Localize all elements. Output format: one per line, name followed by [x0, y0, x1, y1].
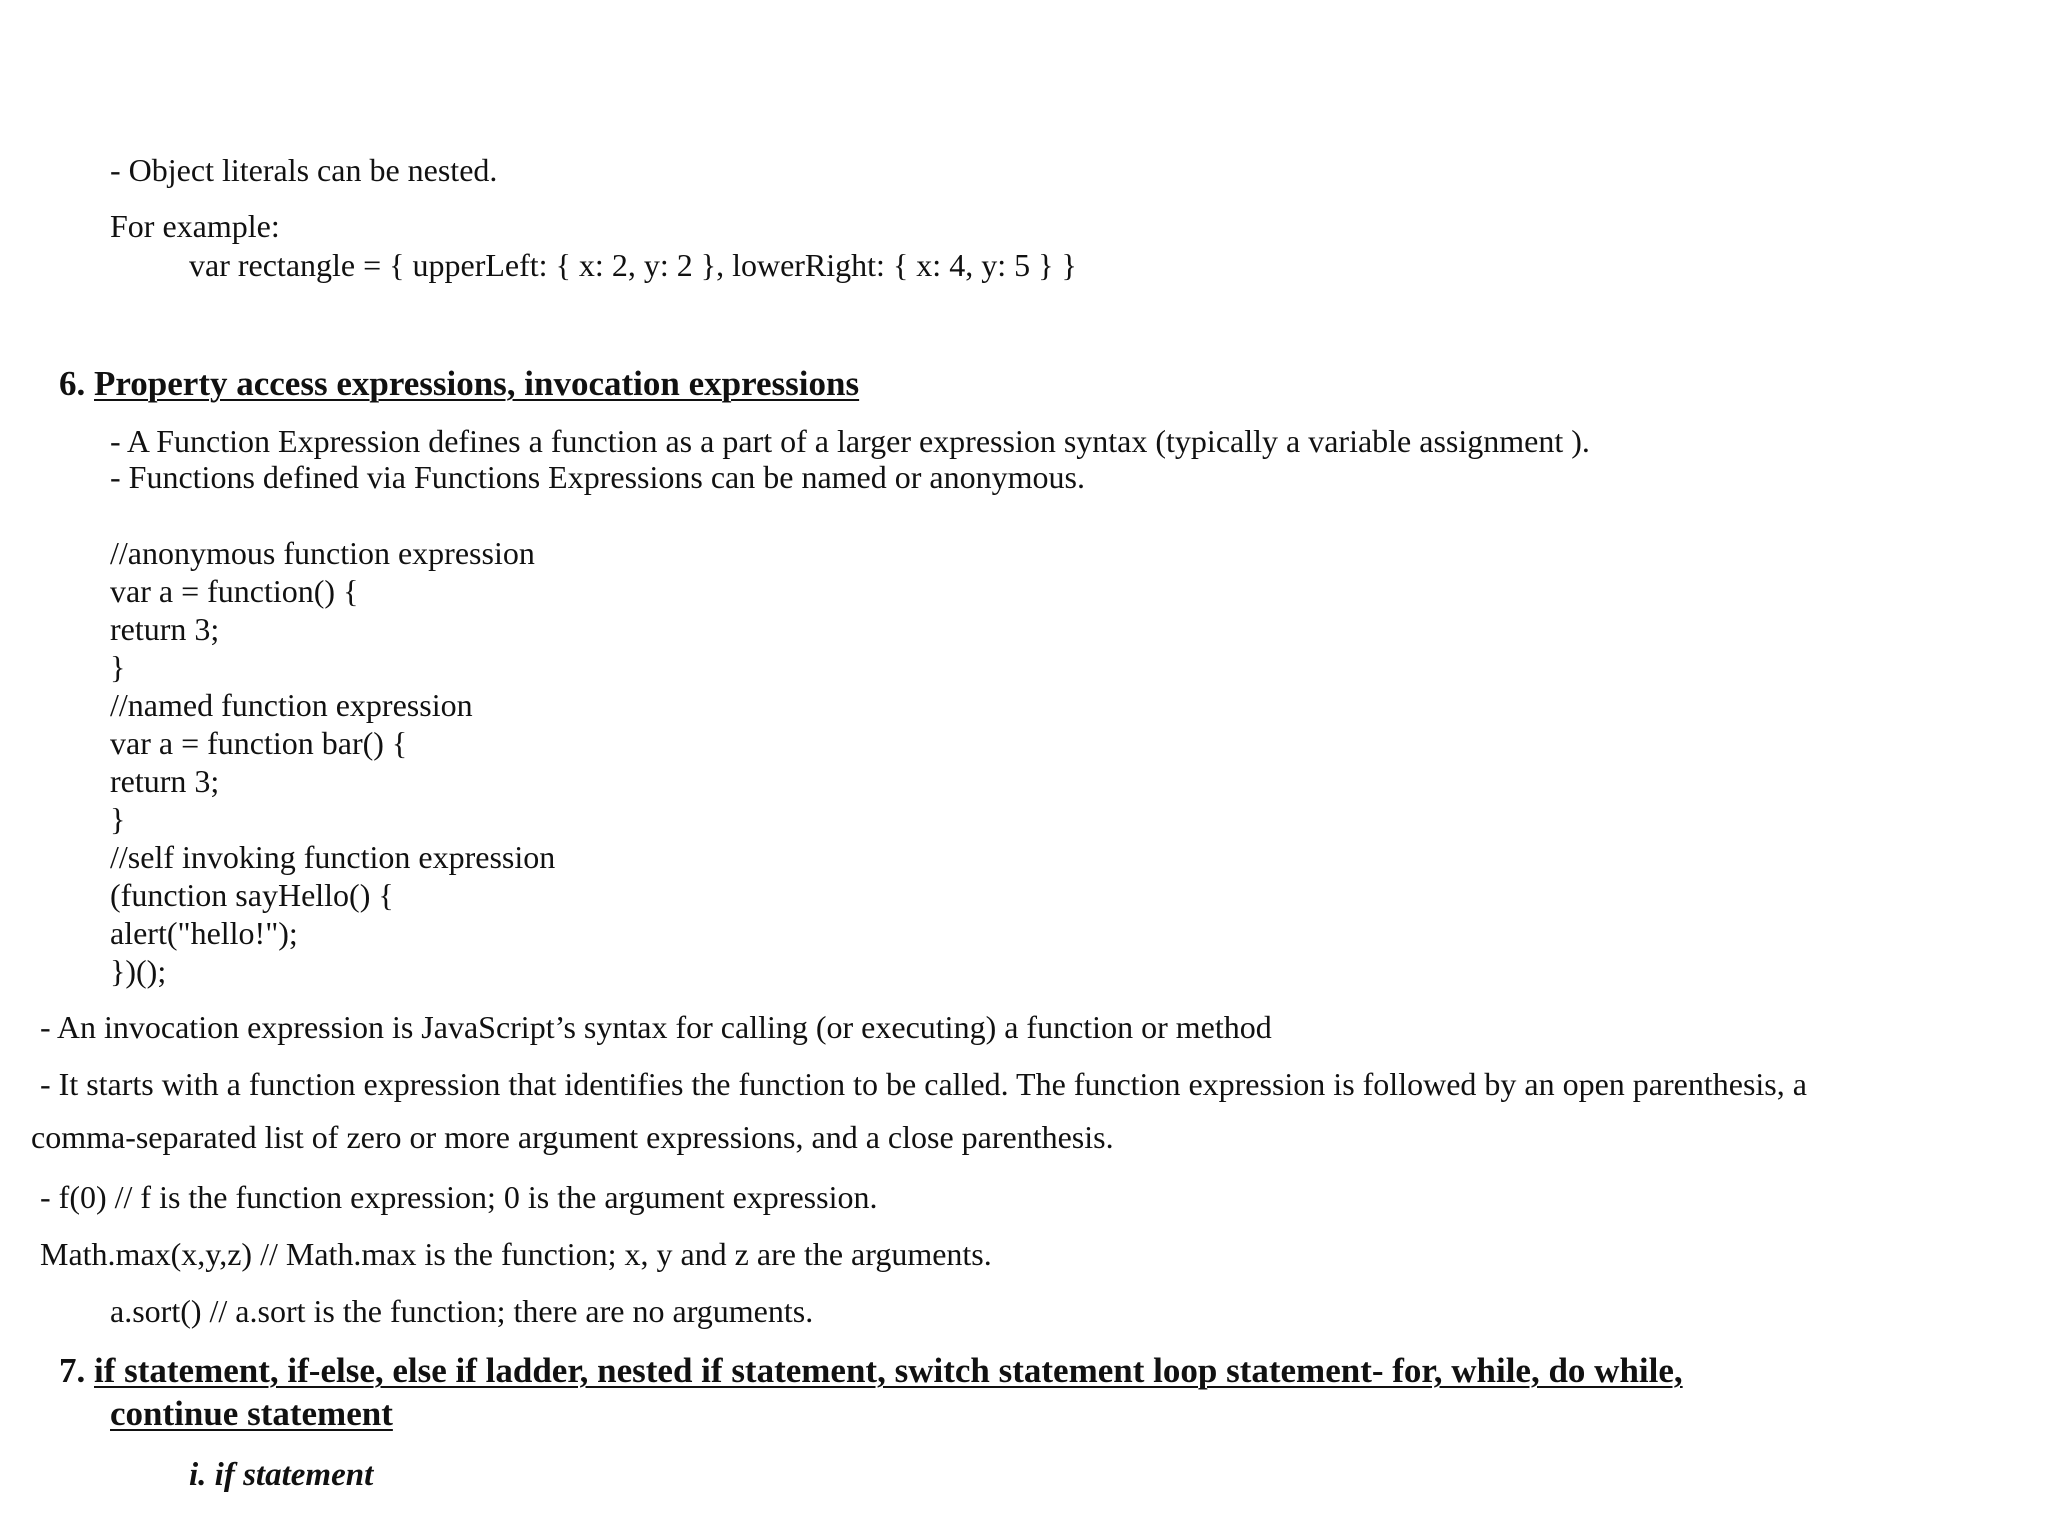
code-line: }	[110, 801, 126, 837]
subsection-if-statement: i. if statement	[189, 1457, 374, 1493]
example-sort: a.sort() // a.sort is the function; there are no arguments.	[110, 1293, 814, 1329]
code-line: var a = function() {	[110, 573, 359, 609]
intro-line-2: - Functions defined via Functions Expressions can be named or anonymous.	[110, 459, 1085, 495]
code-line: return 3;	[110, 763, 220, 799]
section-7-title-line-2: continue statement	[110, 1394, 393, 1433]
code-line: })();	[110, 953, 167, 989]
example-label: For example:	[110, 208, 280, 244]
code-line: return 3;	[110, 611, 220, 647]
section-6-number: 6.	[59, 364, 86, 403]
code-line: }	[110, 649, 126, 685]
section-6-title: Property access expressions, invocation expressions	[94, 364, 860, 403]
code-line: //named function expression	[110, 687, 473, 723]
code-line: //anonymous function expression	[110, 535, 535, 571]
intro-line-1: - A Function Expression defines a function as a part of a larger expression syntax (typically a variable assignment ).	[110, 423, 1590, 459]
code-line: alert("hello!");	[110, 915, 298, 951]
example-f: - f(0) // f is the function expression; 0 is the argument expression.	[40, 1179, 878, 1215]
nested-note: - Object literals can be nested.	[110, 152, 498, 188]
invocation-line-2b: comma-separated list of zero or more argument expressions, and a close parenthesis.	[31, 1119, 1114, 1155]
invocation-line-1: - An invocation expression is JavaScript’s syntax for calling (or executing) a function or method	[40, 1009, 1272, 1045]
section-7-heading	[59, 1350, 1683, 1392]
section-6-heading	[59, 363, 859, 405]
example-code: var rectangle = { upperLeft: { x: 2, y: 2 }, lowerRight: { x: 4, y: 5 } }	[189, 247, 1077, 283]
section-7-heading-cont	[110, 1393, 393, 1435]
code-line: //self invoking function expression	[110, 839, 556, 875]
section-7-number: 7.	[59, 1351, 86, 1390]
section-7-title-line-1: if statement, if-else, else if ladder, nested if statement, switch statement loop statement- for, while, do while,	[94, 1351, 1683, 1390]
example-math: Math.max(x,y,z) // Math.max is the function; x, y and z are the arguments.	[40, 1236, 992, 1272]
code-line: var a = function bar() {	[110, 725, 408, 761]
code-line: (function sayHello() {	[110, 877, 394, 913]
invocation-line-2a: - It starts with a function expression that identifies the function to be called. The function expression is followed by an open parenthesis, a	[40, 1066, 1807, 1102]
